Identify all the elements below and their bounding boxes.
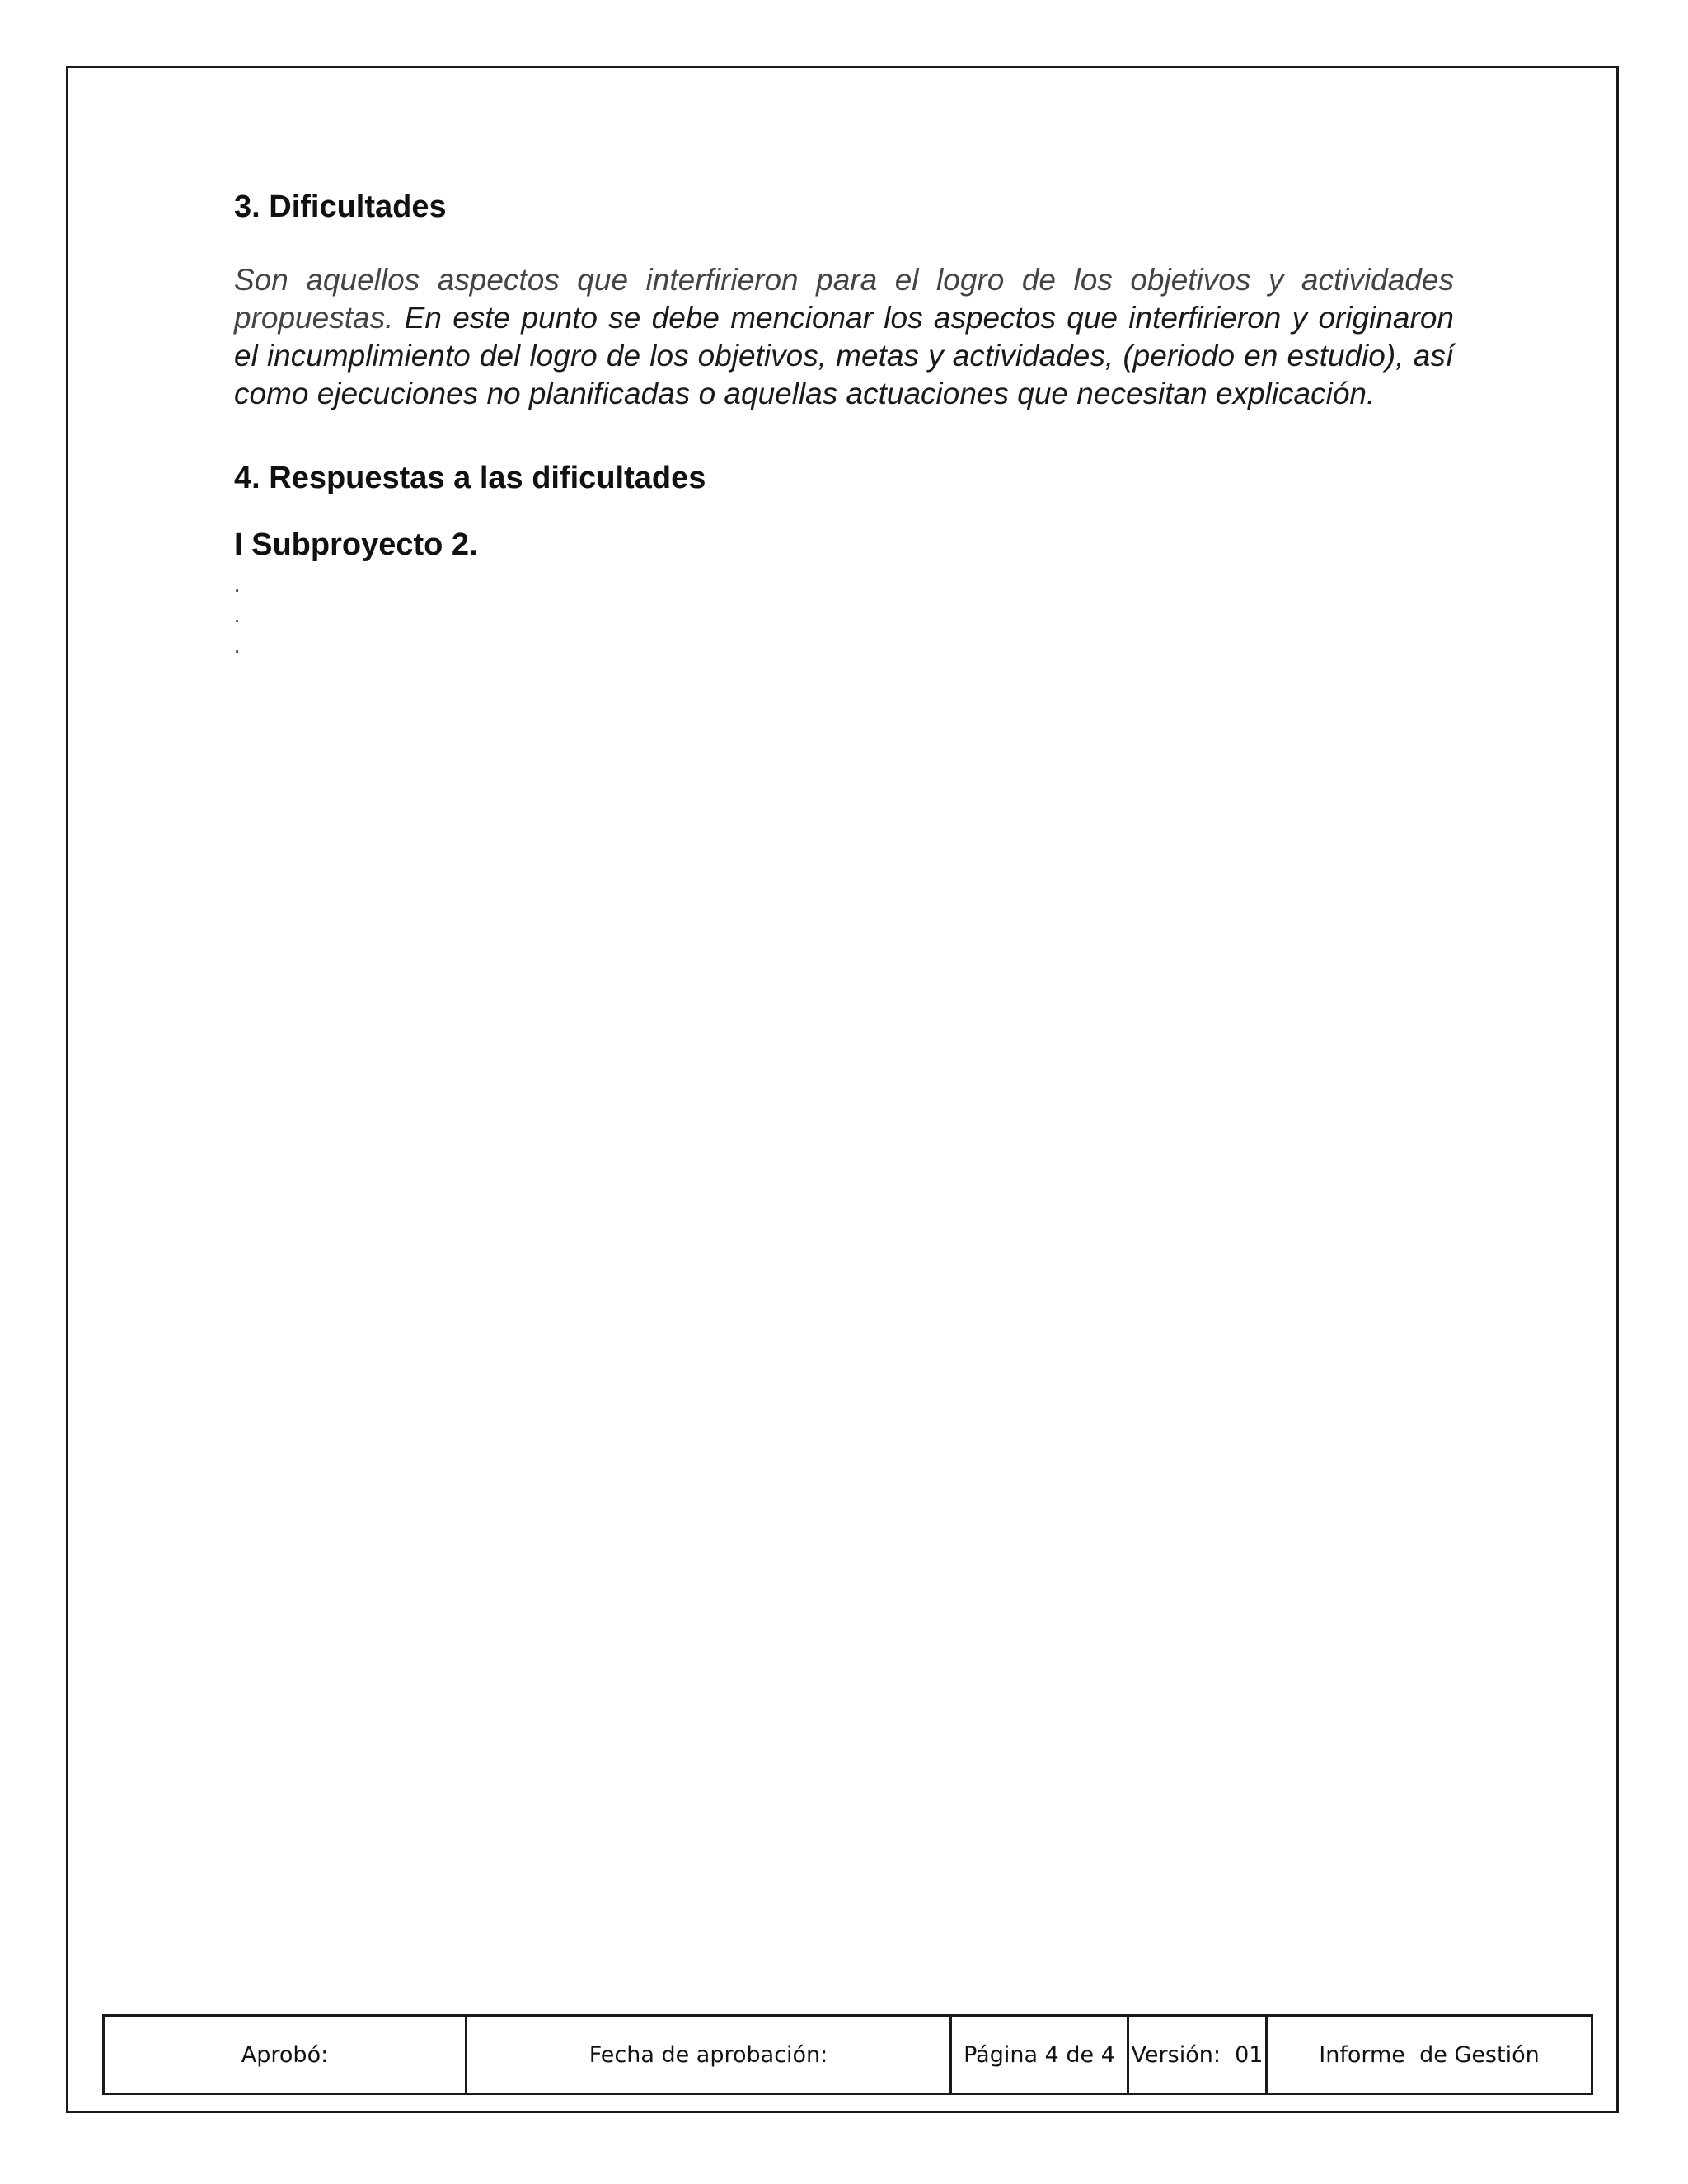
footer-row [104,2016,1592,2094]
placeholder-dots [234,569,1454,661]
footer-page-cell: Página 4 de 4 [951,2016,1128,2094]
section-3-instructions: En este punto se debe mencionar los aspectos que interfirieron y originaron el incumplimiento del logro de los objetivos, metas y actividades, (periodo en estudio), así como ejecuciones no planificadas o aquellas actuaciones que necesitan explicación. [234,301,1454,410]
dot-line: . [234,602,241,627]
section-3-definition: Son aquellos aspectos que interfirieron para el logro de los objetivos y actividades propuestas. [234,263,1454,335]
dot-line: . [234,633,241,658]
document-body [234,190,1454,661]
dot-line: . [234,572,241,597]
footer-table [102,2014,1593,2095]
footer-approval-date-cell: Fecha de aprobación: [467,2016,951,2094]
footer-version-cell: Versión: 01 [1128,2016,1267,2094]
section-3-paragraph [234,261,1454,413]
footer-report-cell: Informe de Gestión [1267,2016,1592,2094]
subproject-heading: I Subproyecto 2. [234,527,478,562]
footer-approved-cell: Aprobó: [104,2016,467,2094]
section-3-heading: 3. Dificultades [234,190,447,224]
section-4-heading: 4. Respuestas a las dificultades [234,461,706,495]
